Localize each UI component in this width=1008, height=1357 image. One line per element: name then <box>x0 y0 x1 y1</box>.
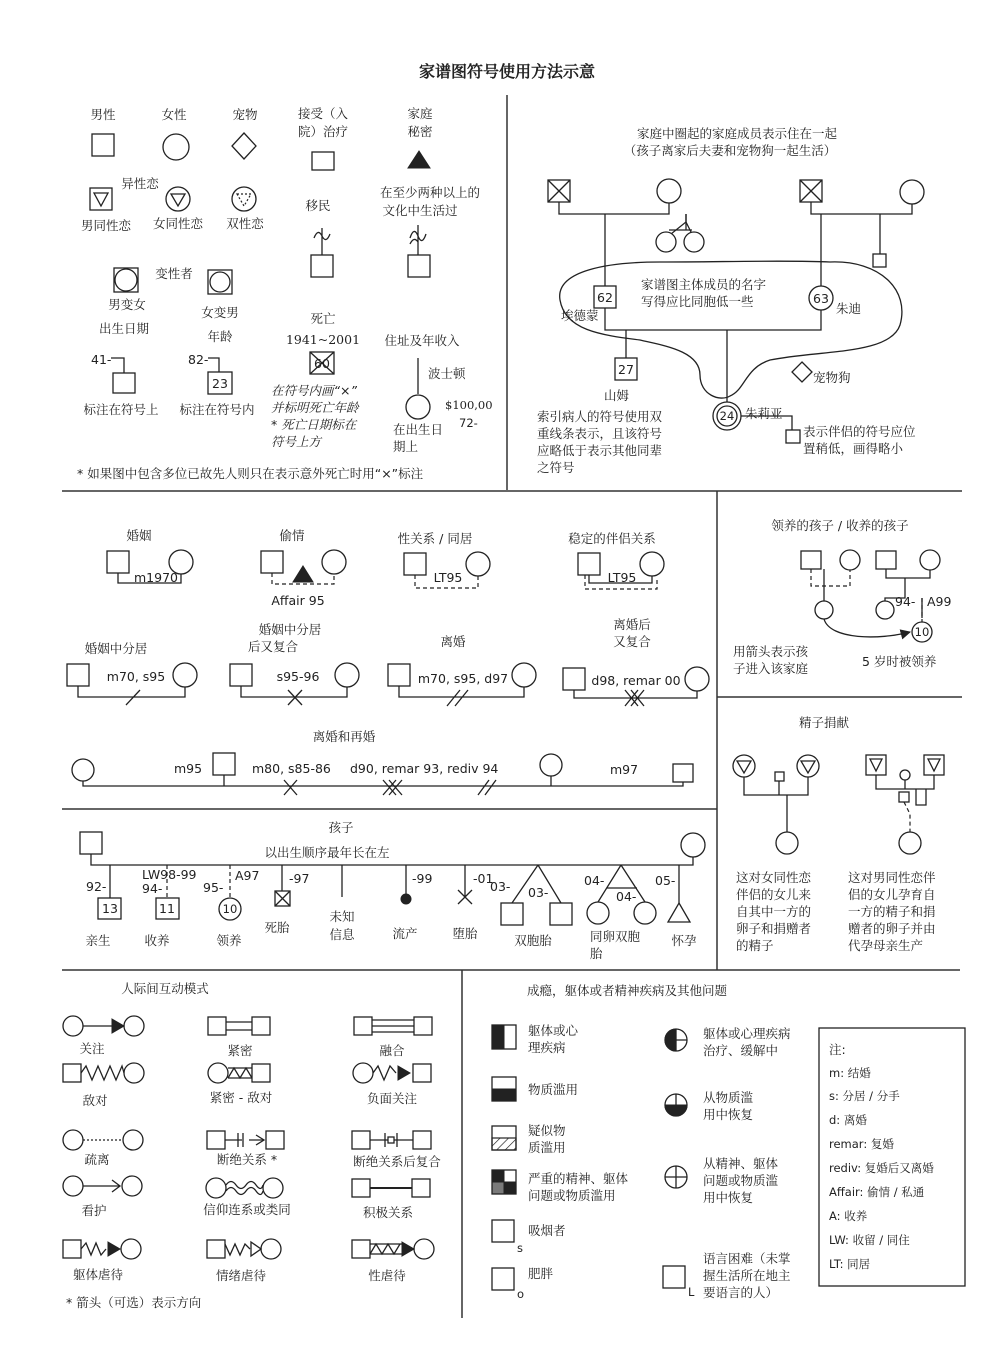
illness-left-3a: 严重的精神、躯体 <box>528 1171 629 1186</box>
label-secret-2: 秘密 <box>407 124 433 139</box>
name-note-1: 家谱图主体成员的名字 <box>641 277 767 292</box>
interaction-label-14: 性虐待 <box>368 1268 406 1283</box>
household-title-2: （孩子离家后夫妻和宠物狗一起生活） <box>623 143 837 158</box>
two-cultures-icon <box>408 255 430 277</box>
unknown-label-1: 未知 <box>329 909 355 924</box>
bio-label: 亲生 <box>85 933 111 948</box>
adoption-code-2: A99 <box>927 594 952 609</box>
label-secret: 家庭 <box>407 106 433 121</box>
label-birth: 出生日期 <box>98 321 150 336</box>
interaction-section <box>63 981 441 1310</box>
interaction-label-5: 负面关注 <box>366 1091 418 1106</box>
dog-icon <box>792 362 812 382</box>
label-immigrate: 移民 <box>305 198 331 213</box>
male-square-icon <box>92 134 114 156</box>
immigrant-icon <box>311 255 333 277</box>
adopt-label: 领养 <box>216 933 242 948</box>
donation-note-1a: 这对女同性恋 <box>736 870 812 885</box>
illness-left-0b: 理疾病 <box>528 1040 566 1055</box>
affair-code: Affair 95 <box>271 593 325 608</box>
adopted-age: 10 <box>914 625 930 639</box>
illness-right-2a: 从精神、躯体 <box>703 1156 779 1171</box>
illness-left-mark-4: s <box>517 1241 523 1255</box>
stillbirth-code: -97 <box>289 871 310 886</box>
index-note-3: 应略低于表示其他同辈 <box>537 443 663 458</box>
donation-note-2a: 这对男同性恋伴 <box>848 870 936 885</box>
adoption-note-1a: 用箭头表示孩 <box>733 644 809 659</box>
foster-label: 收养 <box>144 933 170 948</box>
grandmother-icon <box>657 179 681 203</box>
illness-right-3a: 语言困难（未掌 <box>703 1251 791 1266</box>
gay-female-icon <box>166 187 190 211</box>
donation-note-1e: 的精子 <box>736 938 774 953</box>
adoption-note-2: 5 岁时被领养 <box>862 654 937 669</box>
interaction-label-12: 躯体虐待 <box>72 1267 124 1282</box>
donation-section <box>733 715 944 953</box>
separated-code: m70, s95 <box>106 669 166 684</box>
identical-label-2: 胎 <box>590 946 603 961</box>
partner-note-1: 表示伴侣的符号应位 <box>803 424 916 439</box>
label-mtf: 男变女 <box>108 297 146 312</box>
label-treatment-2: 院）治疗 <box>297 124 349 139</box>
donation-note-2d: 赠者的卵子并由 <box>848 921 936 936</box>
index-name: 朱莉亚 <box>745 406 783 421</box>
label-death: 死亡 <box>310 311 336 326</box>
bio-code: 92- <box>86 879 107 894</box>
adoption-section <box>733 518 952 676</box>
abortion-code: -01 <box>473 871 494 886</box>
birth-year-code: 41- <box>91 352 112 367</box>
illness-left-1a: 物质滥用 <box>528 1082 579 1097</box>
label-separated: 婚姻中分居 <box>84 641 148 656</box>
label-gay-female: 女同性恋 <box>152 216 204 231</box>
label-age: 年龄 <box>207 329 233 344</box>
label-bi: 双性恋 <box>226 216 264 231</box>
multi-code-2: m80, s85-86 <box>252 761 331 776</box>
father-name: 埃德蒙 <box>561 308 599 323</box>
interaction-label-2: 融合 <box>379 1043 405 1058</box>
illness-left-2b: 质滥用 <box>528 1140 566 1155</box>
illness-left-5a: 肥胖 <box>528 1266 554 1281</box>
age-value: 23 <box>212 376 228 391</box>
identical-code-2: 04- <box>616 889 637 904</box>
label-two-cultures: 在至少两种以上的 <box>379 185 481 200</box>
label-remarry-2: 又复合 <box>613 634 651 649</box>
interaction-label-3: 敌对 <box>82 1093 108 1108</box>
label-divorce: 离婚 <box>440 634 466 649</box>
note-item-2: d: 离婚 <box>829 1113 867 1127</box>
note-item-7: LW: 收留 / 同住 <box>829 1233 910 1247</box>
death-note-4: 符号上方 <box>271 434 322 449</box>
city-label: 波士顿 <box>428 366 466 381</box>
mother-name: 朱迪 <box>836 301 862 316</box>
household-title-1: 家庭中圈起的家庭成员表示住在一起 <box>636 126 838 141</box>
abortion-label: 堕胎 <box>452 926 478 941</box>
children-subtitle: 以出生顺序最年长在左 <box>264 845 390 860</box>
interaction-label-0: 关注 <box>79 1041 105 1056</box>
illness-right-2b: 问题或物质滥 <box>703 1173 779 1188</box>
unknown-label-2: 信息 <box>329 927 355 942</box>
label-treatment: 接受（入 <box>297 106 349 121</box>
reconciled-code: s95-96 <box>276 669 320 684</box>
cohabit-code: LT95 <box>433 570 463 585</box>
donation-note-2b: 侣的女儿孕育自 <box>848 887 936 902</box>
page-title: 家谱图符号使用方法示意 <box>418 62 596 81</box>
label-trans: 变性者 <box>155 266 193 281</box>
interaction-label-7: 断绝关系 * <box>216 1152 278 1167</box>
bisexual-icon <box>232 187 256 211</box>
label-cohabit: 性关系 / 同居 <box>397 531 473 546</box>
label-two-cultures-2: 文化中生活过 <box>382 203 458 218</box>
secret-triangle-icon <box>408 151 430 168</box>
label-marriage: 婚姻 <box>126 528 152 543</box>
children-title: 孩子 <box>328 820 354 835</box>
death-note-1: 在符号内画“×” <box>271 383 357 398</box>
illness-right-1a: 从物质滥 <box>703 1090 754 1105</box>
foster-code-1: LW98-99 <box>142 867 197 882</box>
interaction-label-10: 信仰连系或类同 <box>203 1202 291 1217</box>
death-note-2: 并标明死亡年龄 <box>271 400 359 415</box>
label-remarry-1: 离婚后 <box>613 617 651 632</box>
son-age: 27 <box>618 362 634 377</box>
multi-code-1: m95 <box>174 761 203 776</box>
adoption-note-1b: 子进入该家庭 <box>733 661 809 676</box>
basic-symbols-section <box>77 106 493 481</box>
bio-age: 13 <box>102 901 118 916</box>
label-reconciled-2: 后又复合 <box>247 639 299 654</box>
dog-label: 宠物狗 <box>813 370 851 385</box>
label-male: 男性 <box>90 107 116 122</box>
interaction-label-9: 看护 <box>81 1203 107 1218</box>
label-mark-in: 标注在符号内 <box>179 402 255 417</box>
illness-left-mark-5: o <box>517 1287 525 1301</box>
mtf-icon <box>114 268 138 292</box>
interaction-label-4: 紧密 - 敌对 <box>209 1090 273 1105</box>
birth-above-2: 期上 <box>393 439 419 454</box>
death-years: 1941~2001 <box>285 332 361 347</box>
label-affair: 偷情 <box>279 528 305 543</box>
note-item-0: m: 结婚 <box>829 1066 871 1080</box>
adoption-code-1: 94- <box>895 594 916 609</box>
label-female: 女性 <box>161 107 187 122</box>
pet-diamond-icon <box>232 133 256 159</box>
death-age: 60 <box>314 356 330 371</box>
note-item-5: Affair: 偷情 / 私通 <box>829 1185 925 1199</box>
index-note-4: 之符号 <box>537 460 575 475</box>
illness-right-0b: 治疗、缓解中 <box>703 1043 779 1058</box>
donation-note-2c: 一方的精子和捐 <box>848 904 936 919</box>
index-note-1: 索引病人的符号使用双 <box>537 409 663 424</box>
multi-code-3: d90, remar 93, rediv 94 <box>350 761 499 776</box>
treatment-square-icon <box>312 152 334 170</box>
label-ftm: 女变男 <box>201 305 239 320</box>
illness-left-4a: 吸烟者 <box>528 1223 566 1238</box>
label-mark-on: 标注在符号上 <box>83 402 159 417</box>
note-item-8: LT: 同居 <box>829 1257 871 1271</box>
divorce-code: m70, s95, d97 <box>417 671 509 686</box>
interaction-footnote: * 箭头（可选）表示方向 <box>66 1295 202 1310</box>
donation-note-2e: 代孕母亲生产 <box>848 938 924 953</box>
adopt-code-1: 95- <box>203 880 224 895</box>
twins-code-2: 03- <box>528 885 549 900</box>
illness-left-0a: 躯体或心 <box>528 1023 579 1038</box>
death-note-3: * 死亡日期标在 <box>271 417 357 432</box>
interaction-label-13: 情绪虐待 <box>215 1268 267 1283</box>
illness-right-2c: 用中恢复 <box>703 1190 754 1205</box>
adoption-title: 领养的孩子 / 收养的孩子 <box>771 518 909 533</box>
partner-note-2: 置稍低，画得略小 <box>803 441 904 456</box>
label-gay-male: 男同性恋 <box>80 218 132 233</box>
illness-left-3b: 问题或物质滥用 <box>528 1188 616 1203</box>
illness-title: 成瘾，躯体或者精神疾病及其他问题 <box>526 983 728 998</box>
relations-section <box>67 528 709 795</box>
children-section <box>80 820 705 961</box>
donation-note-1c: 自其中一方的 <box>736 904 812 919</box>
note-item-3: remar: 复婚 <box>829 1137 894 1151</box>
donation-note-1d: 卵子和捐赠者 <box>736 921 812 936</box>
illness-left-2a: 疑似物 <box>528 1123 566 1138</box>
identical-code-1: 04- <box>584 873 605 888</box>
ftm-icon <box>208 270 232 294</box>
marriage-code: m1970 <box>134 570 178 585</box>
grandmother-2-icon <box>900 180 924 204</box>
donation-title: 精子捐献 <box>798 715 850 730</box>
illness-right-3b: 握生活所在地主 <box>703 1268 791 1283</box>
note-item-1: s: 分居 / 分手 <box>829 1089 900 1103</box>
notes-title: 注: <box>829 1042 846 1057</box>
foster-code-2: 94- <box>142 881 163 896</box>
label-stable: 稳定的伴侣关系 <box>568 531 656 546</box>
age-year-code: 82- <box>188 352 209 367</box>
interaction-label-6: 疏离 <box>84 1152 110 1167</box>
label-pet: 宠物 <box>232 107 258 122</box>
twins-label: 双胞胎 <box>514 933 552 948</box>
remarry-code: d98, remar 00 <box>591 673 681 688</box>
interaction-title: 人际间互动模式 <box>121 981 209 996</box>
miscarriage-code: -99 <box>412 871 433 886</box>
household-section <box>537 126 924 475</box>
interaction-label-8: 断绝关系后复合 <box>353 1154 441 1169</box>
multi-code-4: m97 <box>610 762 639 777</box>
birth-above-1: 在出生日 <box>393 422 444 437</box>
note-item-4: rediv: 复婚后又离婚 <box>829 1161 934 1175</box>
illness-right-0a: 躯体或心理疾病 <box>703 1026 791 1041</box>
illness-section <box>492 983 791 1301</box>
income-label: $100,00 <box>445 398 493 412</box>
illness-right-1b: 用中恢复 <box>703 1107 754 1122</box>
miscarriage-label: 流产 <box>392 926 418 941</box>
mother-age: 63 <box>813 291 829 306</box>
label-multi: 离婚和再婚 <box>312 729 376 744</box>
label-hetero: 异性恋 <box>121 176 159 191</box>
name-note-2: 写得应比同胞低一些 <box>641 294 754 309</box>
index-age: 24 <box>719 409 735 423</box>
label-address-income: 住址及年收入 <box>384 333 460 348</box>
interaction-label-11: 积极关系 <box>362 1205 414 1220</box>
donation-note-1b: 伴侣的女儿来 <box>736 887 812 902</box>
label-reconciled-1: 婚姻中分居 <box>258 622 322 637</box>
income-year: 72- <box>459 416 478 430</box>
address-example-icon <box>406 395 430 419</box>
adopt-code-2: A97 <box>235 868 260 883</box>
index-note-2: 重线条表示，且该符号 <box>537 426 663 441</box>
foster-age: 11 <box>159 901 175 916</box>
father-age: 62 <box>597 290 613 305</box>
stable-code: LT95 <box>607 570 637 585</box>
notes-box <box>819 1028 965 1286</box>
twins-code-1: 03- <box>490 879 511 894</box>
illness-right-mark-3: L <box>688 1285 695 1299</box>
adopt-age: 10 <box>222 902 238 916</box>
illness-right-3c: 要语言的人） <box>703 1285 779 1300</box>
note-item-6: A: 收养 <box>829 1209 868 1223</box>
stillbirth-label: 死胎 <box>264 920 290 935</box>
partner-icon <box>786 430 800 443</box>
female-circle-icon <box>163 134 189 160</box>
birth-example-icon <box>113 373 135 393</box>
deceased-footnote: * 如果图中包含多位已故先人则只在表示意外死亡时用“×”标注 <box>77 466 424 481</box>
son-name: 山姆 <box>604 388 630 403</box>
pregnancy-label: 怀孕 <box>671 933 697 948</box>
interaction-label-1: 紧密 <box>227 1043 253 1058</box>
identical-label-1: 同卵双胞 <box>590 929 641 944</box>
pregnancy-code: 05- <box>655 873 676 888</box>
